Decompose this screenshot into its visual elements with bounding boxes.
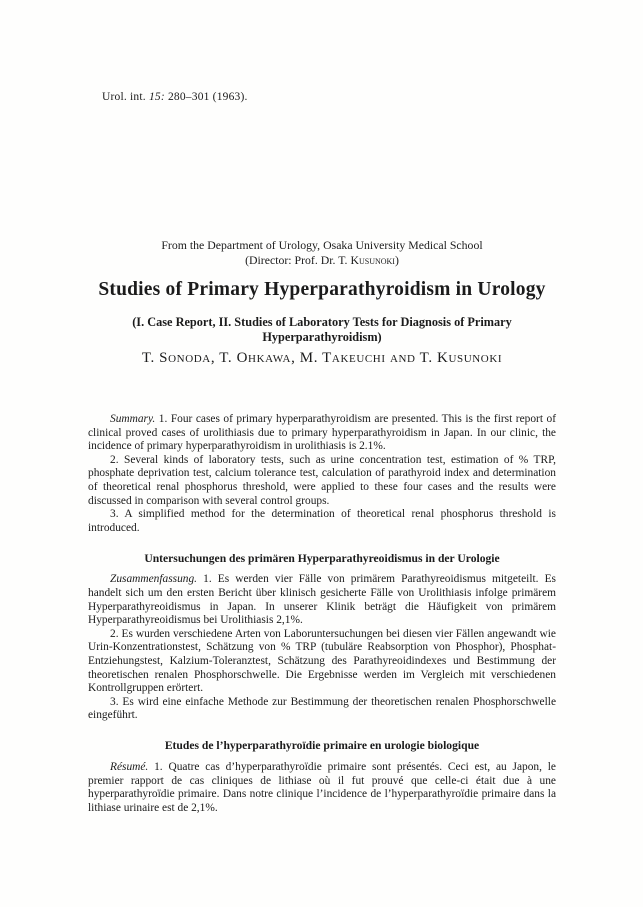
page-content	[88, 90, 556, 815]
zusammenfassung-text-1: 1. Es werden vier Fälle von primärem Parathyreoidismus mitgeteilt. Es handelt sich um den ersten Bericht über klinisch gesicherte Fälle von Urolithiasis infolge primärem Hyperparathyreoidismus in Japan. In unserer Klinik beträgt die Häufigkeit von primärem Hyperparathyreoidismus bei Urolithiasis 2,1%.	[88, 573, 556, 627]
french-summary-heading: Etudes de l’hyperparathyroïdie primaire en urologie biologique	[164, 738, 480, 752]
summary-paragraph-2: 2. Several kinds of laboratory tests, such as urine concentration test, estimation of % TRP, phosphate deprivation test, calcium tolerance test, calculation of parathyroid index and determination of theoretical renal phosphorus threshold, were applied to these four cases and the results were discussed in comparison with several control groups.	[88, 453, 556, 507]
zusammenfassung-paragraph-3: 3. Es wird eine einfache Methode zur Bestimmung der theoretischen renalen Phosphorschwelle eingeführt.	[88, 695, 556, 722]
summary-paragraph-1	[88, 413, 556, 454]
resume-lead: Résumé.	[110, 760, 149, 773]
journal-citation	[102, 90, 556, 104]
summary-paragraph-3: 3. A simplified method for the determination of theoretical renal phosphorus threshold is introduced.	[88, 508, 556, 534]
citation-pages: 280–301 (1963).	[167, 91, 248, 103]
resume-paragraph-1	[88, 761, 556, 815]
summary-section-german	[88, 573, 556, 723]
director-line	[88, 253, 556, 268]
citation-volume: 15:	[148, 91, 165, 103]
paper-title: Studies of Primary Hyperparathyroidism in Urology	[98, 279, 546, 300]
german-summary-heading: Untersuchungen des primären Hyperparathyreoidismus in der Urologie	[144, 552, 500, 566]
summary-section-french	[88, 761, 556, 815]
zusammenfassung-paragraph-2: 2. Es wurden verschiedene Arten von Laboruntersuchungen bei diesen vier Fällen angewandt wie Urin-Konzentrationstest, Schätzung von % TRP (tubuläre Reabsorption von Phosphor), Phosphat-Entziehungstest, Kalzium-Toleranztest, Schätzung des Parathyreoidindexes und Bestimmung der theoretischen renalen Phosphorschwelle. Die Ergebnisse werden im Vergleich mit verschiedenen Kontrollgruppen erörtert.	[88, 627, 556, 695]
zusammenfassung-lead: Zusammenfassung.	[110, 573, 198, 586]
citation-journal: Urol. int.	[102, 91, 146, 103]
director-suffix: )	[394, 253, 399, 267]
resume-text-1: 1. Quatre cas d’hyperparathyroïdie primaire sont présentés. Ceci est, au Japon, le premier rapport de cas cliniques de lithiase où il fut prouvé que celle-ci était due à une hyperparathyroïdie primaire. Dans notre clinique l’incidence de l’hyperparathyroïdie primaire dans la lithiase urinaire est de 2,1%.	[88, 760, 556, 814]
zusammenfassung-paragraph-1	[88, 573, 556, 627]
director-prefix: (Director: Prof. Dr. T.	[245, 253, 348, 267]
affiliation-line: From the Department of Urology, Osaka University Medical School	[161, 238, 483, 252]
author-line: T. Sonoda, T. Ohkawa, M. Takeuchi and T. Kusunoki	[141, 350, 503, 367]
paper-subtitle: (I. Case Report, II. Studies of Laboratory Tests for Diagnosis of Primary Hyperparathyroidism)	[132, 315, 512, 345]
summary-lead: Summary.	[110, 413, 156, 426]
summary-section-english	[88, 413, 556, 535]
affiliation-block	[88, 238, 556, 268]
director-name: Kusunoki	[350, 253, 395, 267]
summary-text-1: 1. Four cases of primary hyperparathyroidism are presented. This is the first report of clinical proved cases of urolithiasis due to primary hyperparathyroidism in Japan. In our clinic, the incidence of primary hyperparathyroidism in urolithiasis is 2.1%.	[88, 413, 556, 453]
